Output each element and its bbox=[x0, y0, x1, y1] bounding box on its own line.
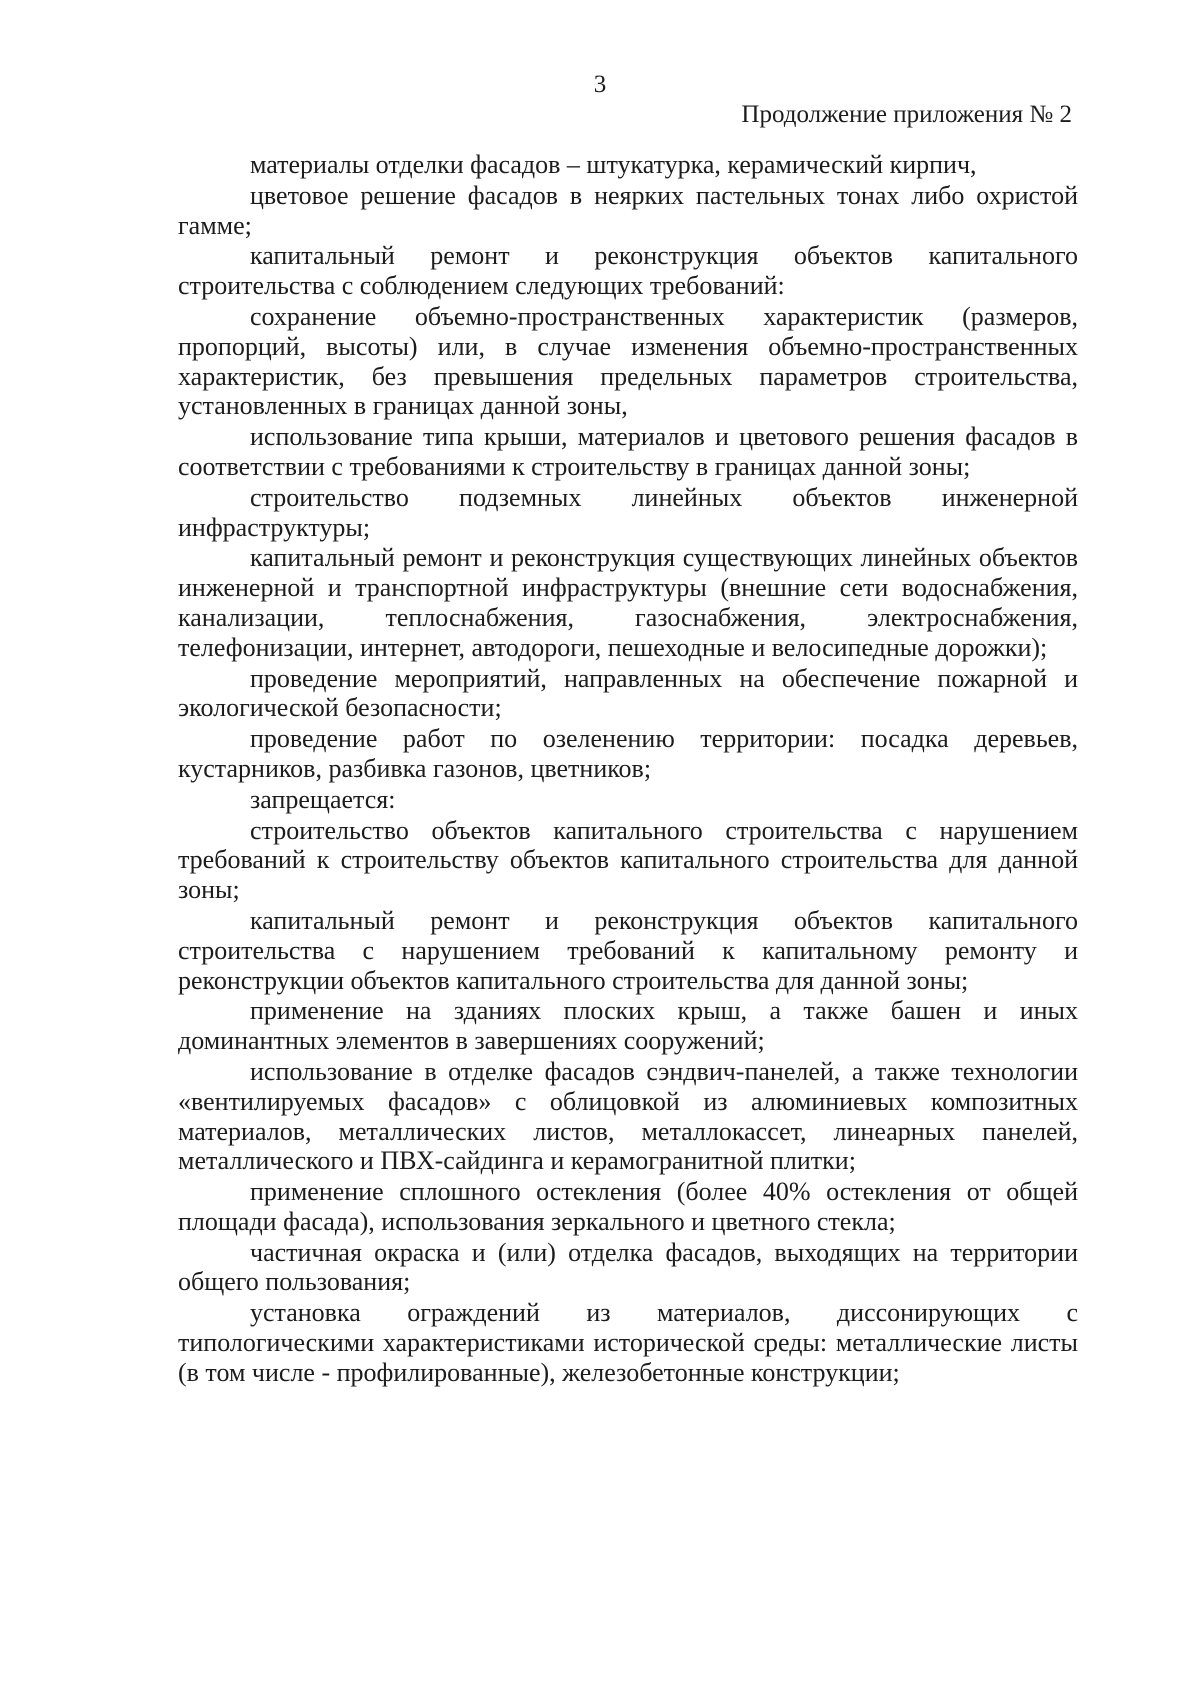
paragraph: частичная окраска и (или) отделка фасадов, выходящих на территории общего пользования; bbox=[178, 1237, 1078, 1297]
page-number: 3 bbox=[593, 71, 607, 98]
paragraph: использование в отделке фасадов сэндвич-панелей, а также технологии «вентилируемых фасадов» с облицовкой из алюминиевых композитных материалов, металлических листов, металлокассет, линеарных панелей, металлического и ПВХ-сайдинга и керамогранитной плитки; bbox=[178, 1056, 1078, 1176]
paragraph: капитальный ремонт и реконструкция объектов капитального строительства с нарушением требований к капитальному ремонту и реконструкции объектов капитального строительства для данной зоны; bbox=[178, 905, 1078, 995]
paragraph: запрещается: bbox=[250, 784, 396, 814]
paragraph: установка ограждений из материалов, диссонирующих с типологическими характеристиками исторической среды: металлические листы (в том числе - профилированные), железобетонные конструкции; bbox=[178, 1298, 1078, 1387]
paragraph: применение сплошного остекления (более 40% остекления от общей площади фасада), использования зеркального и цветного стекла; bbox=[178, 1177, 1078, 1236]
document-body bbox=[178, 150, 1078, 1389]
appendix-continuation-label: Продолжение приложения № 2 bbox=[741, 101, 1072, 128]
paragraph: цветовое решение фасадов в неярких пастельных тонах либо охристой гамме; bbox=[178, 180, 1078, 240]
paragraph: капитальный ремонт и реконструкция объектов капитального строительства с соблюдением следующих требований: bbox=[178, 241, 1078, 301]
paragraph: материалы отделки фасадов – штукатурка, керамический кирпич, bbox=[250, 150, 977, 179]
paragraph: капитальный ремонт и реконструкция существующих линейных объектов инженерной и транспортной инфраструктуры (внешние сети водоснабжения, канализации, теплоснабжения, газоснабжения, электроснабжения, телефонизации, интернет, автодороги, пешеходные и велосипедные дорожки); bbox=[178, 543, 1078, 662]
paragraph: строительство объектов капитального строительства с нарушением требований к строительству объектов капитального строительства для данной зоны; bbox=[178, 815, 1078, 905]
paragraph: проведение работ по озеленению территории: посадка деревьев, кустарников, разбивка газонов, цветников; bbox=[178, 724, 1078, 783]
paragraph: применение на зданиях плоских крыш, а также башен и иных доминантных элементов в завершениях сооружений; bbox=[178, 996, 1078, 1056]
paragraph: строительство подземных линейных объектов инженерной инфраструктуры; bbox=[178, 482, 1078, 542]
paragraph: использование типа крыши, материалов и цветового решения фасадов в соответствии с требованиями к строительству в границах данной зоны; bbox=[178, 422, 1078, 481]
paragraph: проведение мероприятий, направленных на обеспечение пожарной и экологической безопасности; bbox=[178, 663, 1078, 723]
paragraph: сохранение объемно-пространственных характеристик (размеров, пропорций, высоты) или, в случае изменения объемно-пространственных характеристик, без превышения предельных параметров строительства, установленных в границах данной зоны, bbox=[178, 301, 1078, 421]
